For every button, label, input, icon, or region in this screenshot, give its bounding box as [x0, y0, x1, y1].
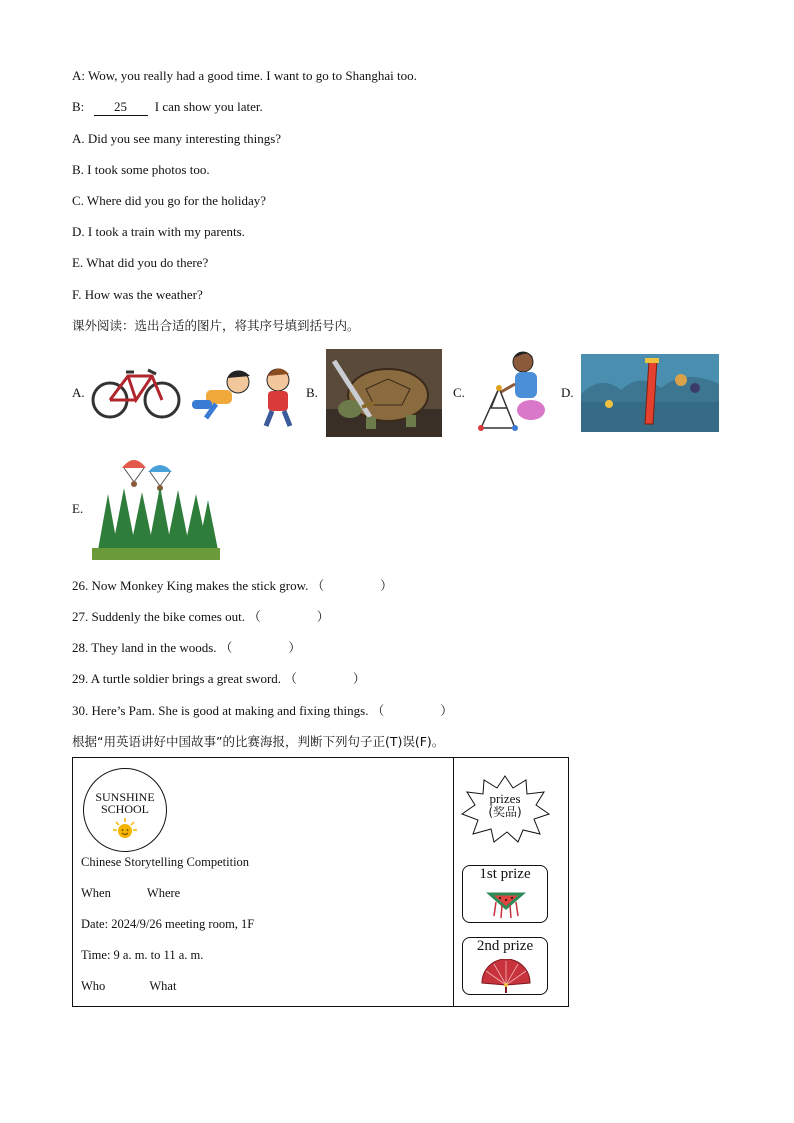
dialogue-line-a: A: Wow, you really had a good time. I want to go to Shanghai too. [72, 68, 417, 83]
close-paren: ） [316, 609, 330, 624]
first-prize-label: 1st prize [479, 866, 531, 882]
option-d: D. I took a train with my parents. [72, 224, 245, 239]
question-29-text: 29. A turtle soldier brings a great sword. [72, 671, 282, 686]
picture-label-d: D. [561, 385, 574, 400]
question-27-text: 27. Suddenly the bike comes out. [72, 609, 245, 624]
school-logo [83, 768, 167, 852]
option-c: C. Where did you go for the holiday? [72, 193, 266, 208]
bike-and-boys-image [90, 360, 300, 430]
open-paren: （ [248, 609, 261, 624]
option-a: A. Did you see many interesting things? [72, 131, 282, 146]
section3-title: 根据“用英语讲好中国故事”的比赛海报，判断下列句子正(T)误(F)。 [72, 734, 445, 749]
time-line: Time: 9 a. m. to 11 a. m. [81, 948, 204, 962]
picture-label-e: E. [72, 501, 84, 516]
close-paren: ） [440, 703, 453, 718]
poster-divider [453, 758, 454, 1006]
when-where-row [81, 886, 180, 901]
boy-running-icon [266, 368, 290, 426]
first-prize-box [462, 865, 548, 923]
question-30 [72, 703, 453, 719]
question-28-text: 28. They land in the woods. [72, 640, 217, 655]
bicycle-icon [93, 370, 179, 417]
prizes-cn-label: (奖品) [488, 805, 522, 819]
competition-poster [72, 757, 569, 1007]
second-prize-box [462, 937, 548, 995]
option-f: F. How was the weather? [72, 287, 203, 302]
watermelon-kite-icon [486, 888, 526, 920]
open-paren: （ [219, 640, 233, 655]
who-label: Who [81, 979, 106, 993]
option-b: B. I took some photos too. [72, 162, 210, 177]
boy-falling-icon [192, 370, 250, 418]
forest-landing-image [92, 454, 220, 562]
dialogue-line-b [72, 99, 263, 116]
line-b-text: I can show you later. [154, 99, 263, 114]
question-26 [72, 578, 393, 594]
logo-line1: SUNSHINE [95, 790, 155, 804]
picture-label-b: B. [306, 385, 318, 400]
where-label: Where [146, 886, 181, 900]
section2-title: 课外阅读：选出合适的图片，将其序号填到括号内。 [72, 318, 360, 333]
speaker-b: B: [72, 99, 85, 114]
fan-icon [480, 959, 532, 995]
turtle-soldier-image [326, 349, 442, 437]
what-label: What [149, 979, 177, 993]
question-30-text: 30. Here’s Pam. She is good at making and fixing things. [72, 703, 369, 718]
option-e: E. What did you do there? [72, 255, 209, 270]
wire-model-icon [481, 388, 515, 428]
open-paren: （ [371, 703, 385, 718]
picture-label-a: A. [72, 385, 85, 400]
prizes-burst [460, 774, 550, 844]
question-28 [72, 640, 301, 656]
sun-icon [112, 817, 138, 839]
second-prize-label: 2nd prize [476, 938, 534, 954]
open-paren: （ [311, 578, 325, 593]
close-paren: ） [380, 578, 393, 593]
parachute-icon [122, 460, 172, 491]
competition-name: Chinese Storytelling Competition [81, 855, 250, 869]
close-paren: ） [352, 671, 366, 686]
logo-line2: SCHOOL [100, 802, 149, 816]
forest-icon [98, 486, 218, 550]
question-26-text: 26. Now Monkey King makes the stick grow. [72, 578, 309, 593]
monkey-king-stick-image [581, 354, 719, 432]
answer-blank-25[interactable]: 25 [94, 99, 148, 116]
girl-making-things-image [471, 348, 551, 438]
question-27 [72, 609, 329, 625]
when-label: When [81, 886, 111, 900]
open-paren: （ [284, 671, 297, 686]
prizes-label: prizes [489, 791, 521, 806]
close-paren: ） [288, 640, 301, 655]
who-what-row [81, 979, 176, 994]
date-line: Date: 2024/9/26 meeting room, 1F [81, 917, 255, 931]
picture-label-c: C. [453, 385, 465, 400]
question-29 [72, 671, 365, 687]
